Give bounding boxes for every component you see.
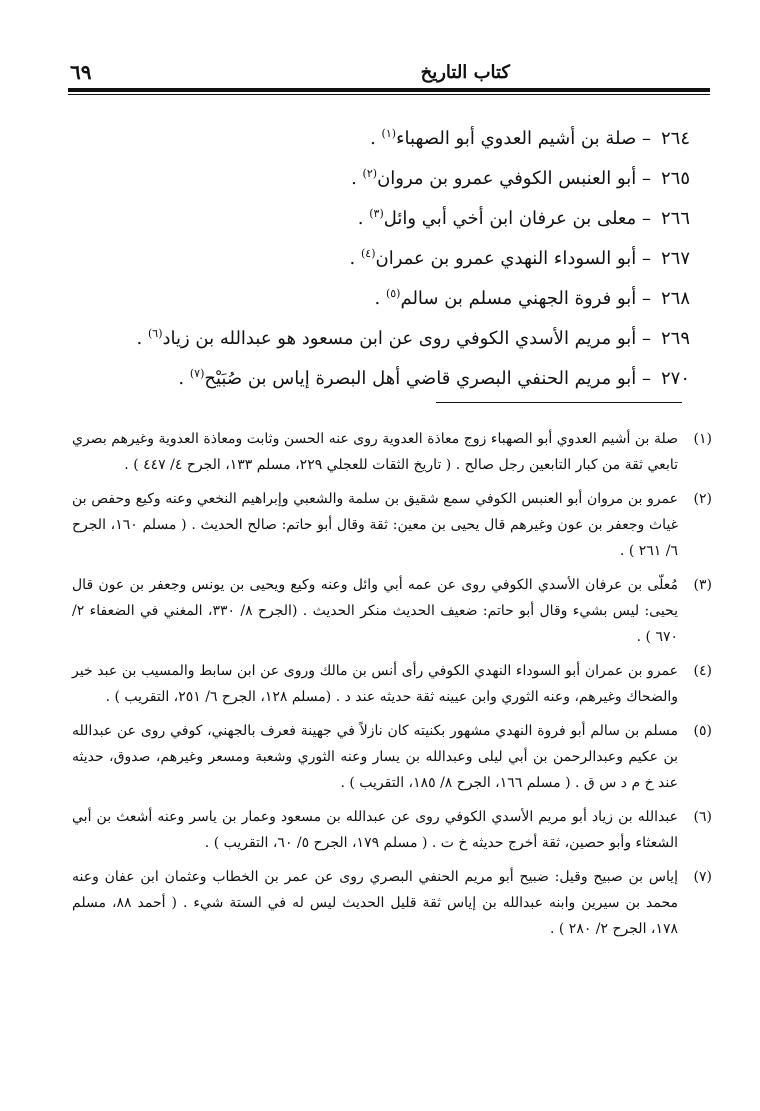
header-rule-thin xyxy=(68,94,710,95)
header-rule-thick xyxy=(68,88,710,92)
entry-end: . xyxy=(357,208,370,229)
entry-number: ٢٦٥ xyxy=(660,168,690,189)
entry-number: ٢٦٦ xyxy=(660,208,690,229)
footnote-text: مسلم بن سالم أبو فروة النهدي مشهور بكنيته كان نازلاً في جهينة فعرف بالجهني، كوفي روى عن عبدالله بن عكيم وعبدالرحمن بن أبي ليلى وعبدالله بن يسار وعنه الثوري وشعبة ومسعر وغيرهم، صدوق، حديثه عند خ م د س ق . ( مسلم ١٦٦، الجرح ٨/ ١٨٥، التقريب ) . xyxy=(72,723,678,791)
footnote-ref: (٥) xyxy=(385,287,401,300)
footnote xyxy=(72,658,712,710)
entry-number: ٢٦٩ xyxy=(660,328,690,349)
footnote-number: (٦) xyxy=(693,809,712,825)
list-item xyxy=(90,196,690,236)
footnote-text: عمرو بن عمران أبو السوداء النهدي الكوفي رأى أنس بن مالك وروى عن ابن سابط والمسيب بن عبد خير والضحاك وغيرهم، وعنه الثوري وابن عيينه ثقة حديثه عند د . (مسلم ١٢٨، الجرح ٦/ ٢٥١، التقريب ) . xyxy=(72,663,678,705)
entry-text: – صلة بن أشيم العدوي أبو الصهباء xyxy=(396,128,651,149)
entry-end: . xyxy=(136,328,148,349)
entry-text: – أبو مريم الحنفي البصري قاضي أهل البصرة إياس بن صُبَيْح xyxy=(204,368,651,389)
footnote-text: صلة بن أشيم العدوي أبو الصهباء زوج معاذة العدوية روى عنه الحسن وثابت ومعاذة العدوية وغيرهم بصري تابعي ثقة من كبار التابعين رجل صالح . ( تاريخ الثقات للعجلي ٢٢٩، مسلم ١٣٣، الجرح ٤/ ٤٤٧ ) . xyxy=(72,431,678,473)
footnote-ref: (٢) xyxy=(362,167,378,180)
entry-number: ٢٧٠ xyxy=(660,368,690,389)
footnote xyxy=(72,426,712,478)
footnote-ref: (٧) xyxy=(189,367,205,380)
footnotes xyxy=(72,426,712,950)
footnote-number: (٧) xyxy=(693,869,712,885)
footnote-ref: (٣) xyxy=(369,207,384,220)
footnote-ref: (١) xyxy=(381,127,397,140)
footnote-number: (٤) xyxy=(693,663,712,679)
entry-number: ٢٦٤ xyxy=(660,128,690,149)
list-item xyxy=(90,236,690,276)
entry-text: – أبو السوداء النهدي عمرو بن عمران xyxy=(375,248,651,269)
entry-end: . xyxy=(370,128,382,149)
list-item xyxy=(90,156,690,196)
footnote-number: (٣) xyxy=(693,577,712,593)
entry-text: – أبو مريم الأسدي الكوفي روى عن ابن مسعود هو عبدالله بن زياد xyxy=(162,328,651,349)
running-title: كتاب التاريخ xyxy=(420,62,510,83)
footnote xyxy=(72,804,712,856)
footnote-text: إياس بن صبيح وقيل: ضبيح أبو مريم الحنفي البصري روى عن عمر بن الخطاب وعثمان ابن عفان وعنه محمد بن سيرين وابنه عبدالله بن إياس ثقة قليل الحديث ليس له في الستة شيء . ( أحمد ٨٨، مسلم ١٧٨، الجرح ٢/ ٢٨٠ ) . xyxy=(72,869,678,937)
footnote-ref: (٤) xyxy=(360,247,376,260)
entry-end: . xyxy=(349,248,361,269)
footnote xyxy=(72,486,712,564)
entry-number: ٢٦٨ xyxy=(660,288,690,309)
page-number: ٦٩ xyxy=(70,60,92,84)
entry-number: ٢٦٧ xyxy=(660,248,690,269)
footnote-number: (١) xyxy=(693,431,712,447)
page-header xyxy=(68,58,710,88)
footnote-text: مُعلّى بن عرفان الأسدي الكوفي روى عن عمه أبي وائل وعنه وكيع ويحيى بن يونس وجعفر بن عون قال يحيى: ليس بشيء وقال أبو حاتم: ضعيف الحديث منكر الحديث . (الجرح ٨/ ٣٣٠، المغني في الضعفاء ٢/ ٦٧٠ ) . xyxy=(72,577,678,645)
list-item xyxy=(90,316,690,356)
list-item xyxy=(90,276,690,316)
footnote-text: عمرو بن مروان أبو العنبس الكوفي سمع شقيق بن سلمة والشعبي وإبراهيم النخعي وعنه وكيع وحفص بن غياث وجعفر بن عون وغيرهم قال يحيى بن معين: ثقة وقال أبو حاتم: صالح الحديث . ( مسلم ١٦٠، الجرح ٦/ ٢٦١ ) . xyxy=(72,491,678,559)
footnote-number: (٥) xyxy=(693,723,712,739)
footnote xyxy=(72,718,712,796)
footnote xyxy=(72,572,712,650)
footnote-text: عبدالله بن زياد أبو مريم الأسدي الكوفي روى عن عبدالله بن مسعود وعمار بن ياسر وعنه أشعث بن أبي الشعثاء وأبو حصين، ثقة أخرج حديثه خ ت . ( مسلم ١٧٩، الجرح ٥/ ٦٠، التقريب ) . xyxy=(72,809,678,851)
footnote-number: (٢) xyxy=(693,491,712,507)
entry-end: . xyxy=(374,288,386,309)
list-item xyxy=(90,356,690,396)
entry-text: – أبو العنبس الكوفي عمرو بن مروان xyxy=(377,168,651,189)
entry-end: . xyxy=(178,368,190,389)
entry-list xyxy=(90,116,690,396)
list-item xyxy=(90,116,690,156)
footnote-ref: (٦) xyxy=(147,327,163,340)
entry-text: – أبو فروة الجهني مسلم بن سالم xyxy=(400,288,651,309)
footnote-separator xyxy=(436,402,682,403)
entry-text: – معلى بن عرفان ابن أخي أبي وائل xyxy=(383,208,651,229)
entry-end: . xyxy=(351,168,363,189)
footnote xyxy=(72,864,712,942)
